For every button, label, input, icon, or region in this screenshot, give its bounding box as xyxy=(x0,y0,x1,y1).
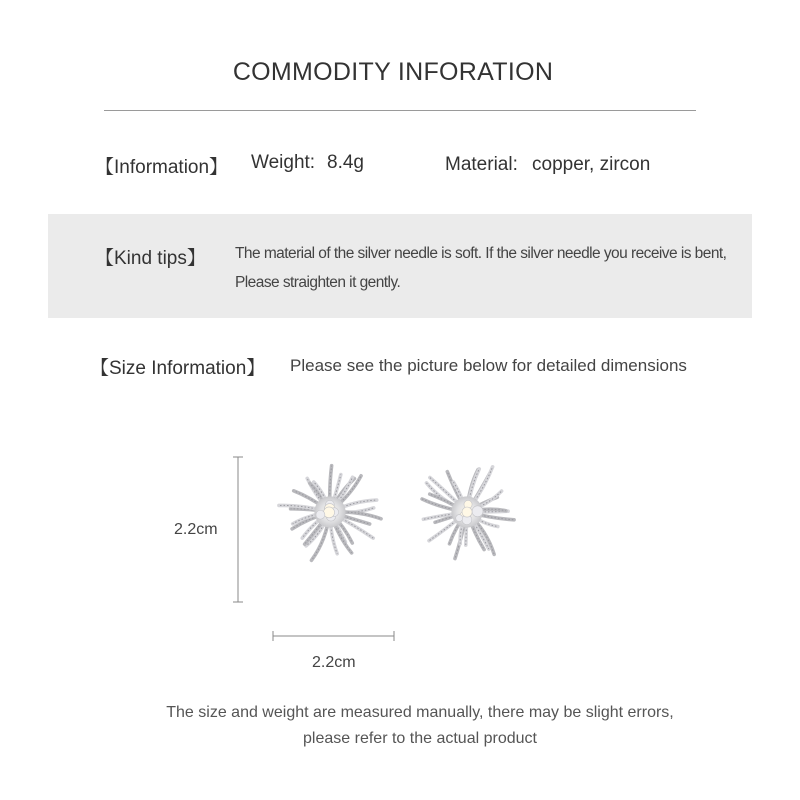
information-label: 【Information】 xyxy=(95,157,229,178)
material-label: Material: xyxy=(445,154,518,175)
size-description: Please see the picture below for detailed dimensions xyxy=(290,356,687,375)
disclaimer-line-1: The size and weight are measured manually, there may be slight errors, xyxy=(166,704,674,721)
size-information-label: 【Size Information】 xyxy=(90,358,266,379)
disclaimer-line-2: please refer to the actual product xyxy=(303,730,537,747)
material-value: copper, zircon xyxy=(532,154,651,175)
height-dimension-line xyxy=(233,457,243,602)
height-dimension-label: 2.2cm xyxy=(174,521,218,538)
weight-value: 8.4g xyxy=(327,152,364,173)
width-dimension-line xyxy=(273,631,394,641)
kind-tips-label: 【Kind tips】 xyxy=(95,248,206,269)
earring-right-image xyxy=(422,467,514,559)
weight-label: Weight: xyxy=(251,152,316,173)
page-title: COMMODITY INFORATION xyxy=(232,58,554,86)
width-dimension-label: 2.2cm xyxy=(312,654,356,671)
kind-tips-text-line-1: The material of the silver needle is soft. If the silver needle you receive is bent, xyxy=(235,245,727,262)
earring-left-image xyxy=(279,466,381,561)
kind-tips-text-line-2: Please straighten it gently. xyxy=(235,274,401,291)
